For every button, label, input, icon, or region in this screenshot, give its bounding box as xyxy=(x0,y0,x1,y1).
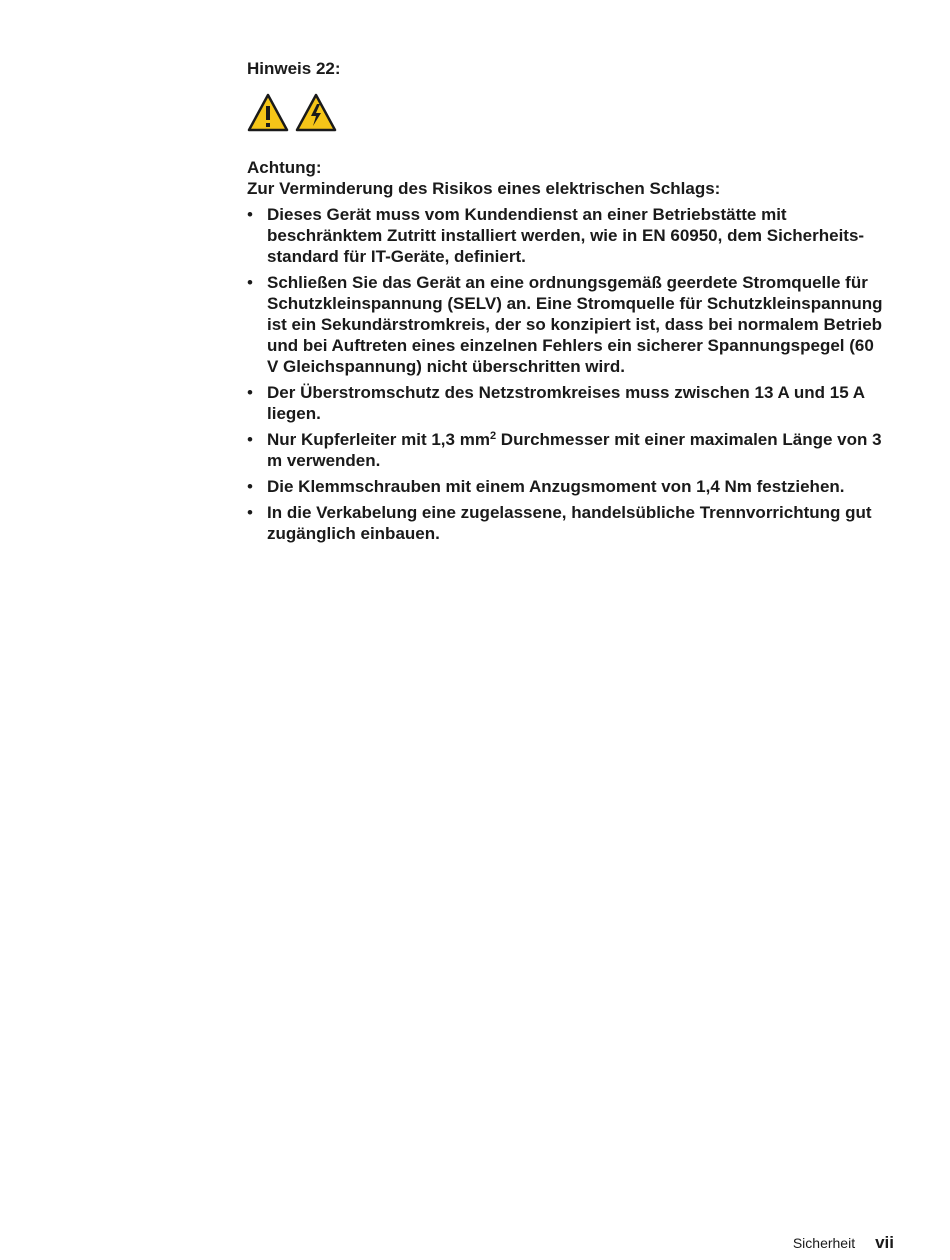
list-item-text-before: Nur Kupferleiter mit 1,3 mm xyxy=(267,430,490,449)
list-item-text-after: Durchmesser mit einer maximalen Länge von 3 m verwenden. xyxy=(267,430,882,470)
bullet-icon: • xyxy=(247,205,253,224)
safety-instructions-list xyxy=(247,204,887,544)
bullet-icon: • xyxy=(247,477,253,496)
bullet-icon: • xyxy=(247,503,253,522)
list-item xyxy=(247,476,887,497)
list-item-text: Schließen Sie das Gerät an eine ordnungsgemäß geerdete Stromquelle für Schutzkleinspannung (SELV) an. Eine Stromquelle für Schutzkleinspannung ist ein Sekundärstromkreis, der so konzipiert ist, dass bei normalem Betrieb und bei Auftreten eines einzelnen Fehlers ein sicherer Spannungspegel (60 V Gleichspannung) nicht überschritten wird. xyxy=(267,273,883,376)
list-item-text xyxy=(267,430,882,470)
bullet-icon: • xyxy=(247,430,253,449)
notice-heading: Hinweis 22: xyxy=(247,59,341,78)
list-item xyxy=(247,272,887,377)
bullet-icon: • xyxy=(247,383,253,402)
footer-section-title: Sicherheit xyxy=(792,1235,856,1251)
caution-title: Achtung: xyxy=(247,158,322,177)
list-item xyxy=(247,204,887,267)
bullet-icon: • xyxy=(247,273,253,292)
notice-block xyxy=(247,58,887,549)
list-item xyxy=(247,429,887,471)
list-item-text: Der Überstromschutz des Netzstromkreises muss zwischen 13 A und 15 A liegen. xyxy=(267,383,865,423)
caution-intro: Zur Verminderung des Risikos eines elektrischen Schlags: xyxy=(247,179,721,198)
list-item-text: Dieses Gerät muss vom Kundendienst an einer Betriebstätte mit beschränktem Zutritt installiert werden, wie in EN 60950, dem Sicherheitsstandard für IT-Geräte, definiert. xyxy=(267,205,865,266)
hazard-icons xyxy=(247,93,887,133)
electrical-hazard-icon xyxy=(295,93,337,133)
page-number: vii xyxy=(875,1233,894,1252)
list-item-text: Die Klemmschrauben mit einem Anzugsmoment von 1,4 Nm festziehen. xyxy=(267,477,845,496)
list-item xyxy=(247,502,887,544)
list-item xyxy=(247,382,887,424)
caution-triangle-icon xyxy=(247,93,289,133)
page-footer xyxy=(793,1233,894,1253)
superscript: 2 xyxy=(489,430,497,442)
list-item-text: In die Verkabelung eine zugelassene, handelsübliche Trennvorrichtung gut zugänglich einbauen. xyxy=(267,503,872,543)
